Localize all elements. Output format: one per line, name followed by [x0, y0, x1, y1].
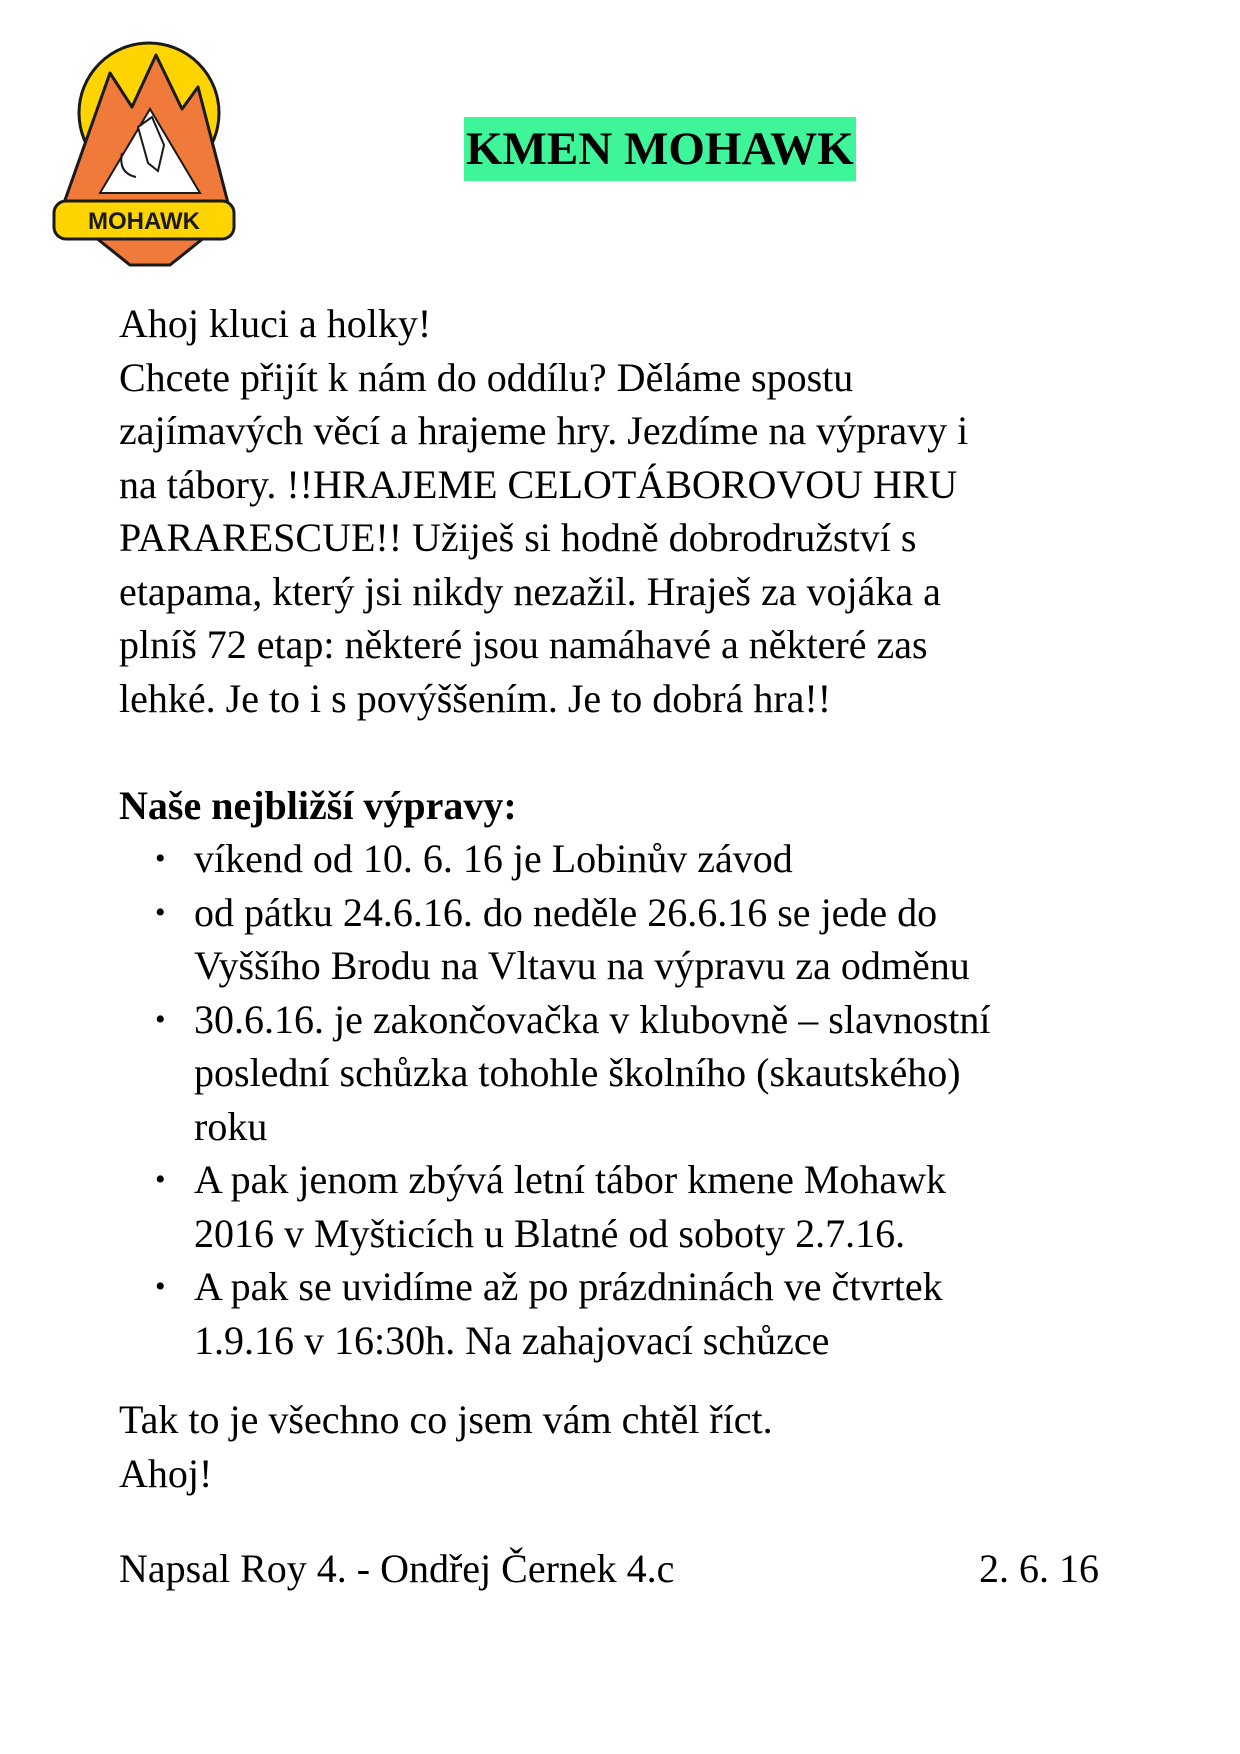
list-item-line: A pak se uvidíme až po prázdninách ve čtvrtek: [194, 1264, 943, 1309]
intro-line: zajímavých věcí a hrajeme hry. Jezdíme na výpravy i: [119, 408, 969, 453]
trips-heading: Naše nejbližší výpravy:: [119, 782, 517, 828]
logo-text: MOHAWK: [88, 208, 200, 235]
list-item-line: od pátku 24.6.16. do neděle 26.6.16 se jede do: [194, 889, 938, 935]
list-item-line: 2016 v Myšticích u Blatné od soboty 2.7.16.: [194, 1210, 906, 1256]
list-item-line: roku: [194, 1103, 268, 1149]
signature-date: 2. 6. 16: [979, 1546, 1099, 1591]
list-item: [119, 993, 1119, 1154]
bullet-icon: •: [155, 1270, 166, 1303]
list-item-line: poslední schůzka tohohle školního (skautského): [194, 1050, 961, 1095]
intro-paragraph: [119, 351, 1119, 726]
list-item-line: 30.6.16. je zakončovačka v klubovně – slavnostní: [194, 996, 991, 1042]
mohawk-logo: [50, 25, 240, 270]
intro-line: lehké. Je to i s povýššením. Je to dobrá hra!!: [119, 675, 832, 721]
list-item: [119, 832, 1119, 886]
signature-author: Napsal Roy 4. - Ondřej Černek 4.c: [119, 1546, 675, 1591]
intro-line: plníš 72 etap: některé jsou namáhavé a některé zas: [119, 622, 928, 667]
page-title: KMEN MOHAWK: [464, 117, 856, 181]
greeting: Ahoj kluci a holky!: [119, 301, 432, 346]
intro-line: PARARESCUE!! Užiješ si hodně dobrodružství s: [119, 515, 917, 560]
closing-line: Tak to je všechno co jsem vám chtěl říct.: [119, 1397, 773, 1442]
letter-body: [119, 297, 1119, 1500]
list-item-line: 1.9.16 v 16:30h. Na zahajovací schůzce: [194, 1317, 830, 1363]
bullet-icon: •: [155, 1002, 166, 1036]
signature-row: [119, 1542, 1099, 1595]
bullet-icon: •: [155, 842, 166, 875]
bullet-icon: •: [155, 1163, 166, 1196]
list-item: [119, 886, 1119, 993]
list-item-line: víkend od 10. 6. 16 je Lobinův závod: [194, 836, 793, 881]
list-item-line: A pak jenom zbývá letní tábor kmene Mohawk: [194, 1157, 947, 1202]
trips-list: [119, 832, 1119, 1367]
intro-line: Chcete přijít k nám do oddílu? Děláme spostu: [119, 354, 854, 400]
bullet-icon: •: [155, 895, 166, 929]
list-item: [119, 1153, 1119, 1260]
list-item: [119, 1260, 1119, 1367]
intro-line: etapama, který jsi nikdy nezažil. Hraješ za vojáka a: [119, 568, 941, 614]
intro-line: na tábory. !!HRAJEME CELOTÁBOROVOU HRU: [119, 461, 958, 507]
list-item-line: Vyššího Brodu na Vltavu na výpravu za odměnu: [194, 943, 970, 988]
farewell: Ahoj!: [119, 1450, 213, 1496]
